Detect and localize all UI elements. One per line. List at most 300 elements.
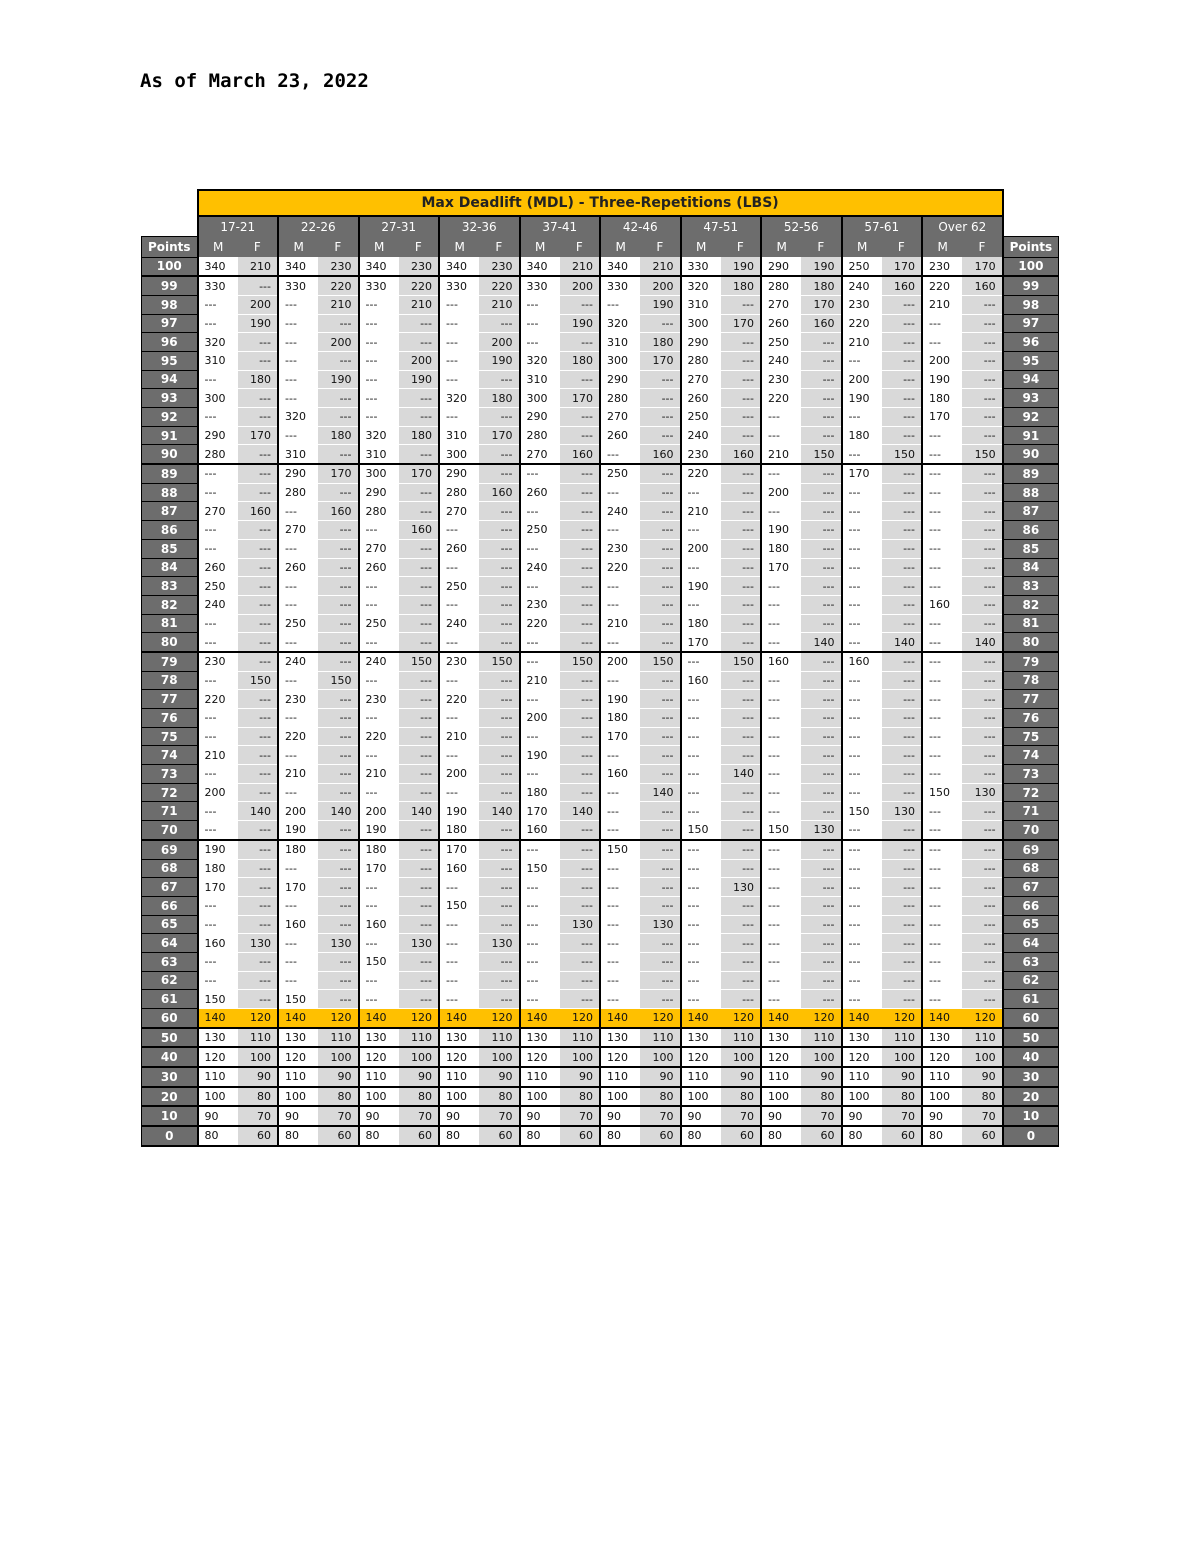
female-value-cell: --- <box>479 990 519 1009</box>
male-value-cell: --- <box>520 502 560 521</box>
male-value-cell: 190 <box>922 370 962 389</box>
female-value-cell: 60 <box>399 1126 439 1146</box>
female-value-cell: --- <box>962 333 1002 352</box>
male-value-cell: 90 <box>278 1106 318 1126</box>
male-value-cell: --- <box>198 821 238 840</box>
female-value-cell: 150 <box>238 671 278 690</box>
female-value-cell: --- <box>882 859 922 878</box>
female-value-cell: --- <box>721 934 761 953</box>
female-value-cell: --- <box>318 408 358 427</box>
points-cell: 94 <box>142 370 198 389</box>
female-value-cell: --- <box>399 821 439 840</box>
female-value-cell: --- <box>640 690 680 709</box>
male-value-cell: 160 <box>439 859 479 878</box>
female-value-cell: 180 <box>640 333 680 352</box>
female-value-cell: --- <box>399 971 439 990</box>
male-value-cell: --- <box>922 746 962 765</box>
female-value-cell: --- <box>318 614 358 633</box>
male-value-cell: 230 <box>278 690 318 709</box>
female-value-cell: --- <box>560 878 600 897</box>
male-value-cell: --- <box>439 915 479 934</box>
female-value-cell: --- <box>801 521 841 540</box>
points-cell: 75 <box>142 727 198 746</box>
age-group-header: 47-51 <box>681 216 762 236</box>
female-value-cell: --- <box>479 464 519 483</box>
female-value-cell: --- <box>721 690 761 709</box>
male-value-cell: --- <box>198 765 238 784</box>
male-value-cell: 220 <box>761 389 801 408</box>
male-value-cell: --- <box>842 502 882 521</box>
male-value-cell: --- <box>520 333 560 352</box>
male-value-cell: --- <box>761 952 801 971</box>
male-value-cell: --- <box>842 990 882 1009</box>
male-value-cell: 280 <box>761 276 801 295</box>
male-value-cell: --- <box>359 577 399 596</box>
female-value-cell: 130 <box>962 783 1002 802</box>
female-value-cell: --- <box>479 878 519 897</box>
female-value-cell: --- <box>801 333 841 352</box>
female-value-cell: --- <box>640 314 680 333</box>
male-value-cell: 220 <box>520 614 560 633</box>
female-value-cell: --- <box>560 859 600 878</box>
male-value-cell: 90 <box>600 1106 640 1126</box>
female-value-cell: --- <box>801 952 841 971</box>
female-value-cell: 80 <box>640 1087 680 1107</box>
female-value-cell: --- <box>962 295 1002 314</box>
male-value-cell: --- <box>922 502 962 521</box>
female-value-cell: --- <box>721 859 761 878</box>
female-value-cell: 210 <box>399 295 439 314</box>
male-value-cell: 280 <box>278 483 318 502</box>
female-value-cell: 120 <box>640 1009 680 1028</box>
female-value-cell: --- <box>962 821 1002 840</box>
female-value-cell: 120 <box>479 1009 519 1028</box>
points-header-right: Points <box>1003 236 1059 257</box>
female-value-cell: --- <box>399 333 439 352</box>
table-row <box>142 990 1059 1009</box>
female-value-cell: --- <box>962 595 1002 614</box>
female-value-cell: --- <box>479 727 519 746</box>
male-value-cell: --- <box>842 971 882 990</box>
female-value-cell: --- <box>721 915 761 934</box>
female-value-cell: --- <box>801 934 841 953</box>
male-value-cell: 210 <box>681 502 721 521</box>
female-value-cell: --- <box>238 859 278 878</box>
male-value-cell: 280 <box>359 502 399 521</box>
points-cell: 91 <box>1003 426 1059 445</box>
male-value-cell: 120 <box>761 1047 801 1067</box>
male-value-cell: 90 <box>761 1106 801 1126</box>
male-value-cell: 300 <box>600 351 640 370</box>
male-value-cell: 200 <box>439 765 479 784</box>
points-cell: 81 <box>1003 614 1059 633</box>
male-value-cell: 230 <box>842 295 882 314</box>
female-value-cell: 70 <box>882 1106 922 1126</box>
male-value-cell: 180 <box>761 539 801 558</box>
points-cell: 62 <box>1003 971 1059 990</box>
male-value-cell: 240 <box>359 652 399 671</box>
male-value-cell: --- <box>278 333 318 352</box>
female-value-cell: --- <box>640 671 680 690</box>
female-value-cell: 100 <box>560 1047 600 1067</box>
female-value-cell: --- <box>399 840 439 859</box>
female-value-cell: --- <box>560 821 600 840</box>
male-value-cell: 90 <box>520 1106 560 1126</box>
male-header: M <box>681 236 721 257</box>
female-value-cell: --- <box>962 652 1002 671</box>
male-value-cell: --- <box>359 351 399 370</box>
male-value-cell: 120 <box>359 1047 399 1067</box>
male-value-cell: --- <box>359 314 399 333</box>
female-value-cell: --- <box>721 709 761 728</box>
female-value-cell: 80 <box>318 1087 358 1107</box>
age-group-header: 27-31 <box>359 216 440 236</box>
male-value-cell: 240 <box>520 558 560 577</box>
female-value-cell: --- <box>962 952 1002 971</box>
male-value-cell: --- <box>681 915 721 934</box>
male-value-cell: --- <box>439 671 479 690</box>
male-value-cell: --- <box>198 314 238 333</box>
male-value-cell: --- <box>520 952 560 971</box>
male-value-cell: 330 <box>439 276 479 295</box>
male-value-cell: --- <box>922 915 962 934</box>
female-value-cell: --- <box>640 558 680 577</box>
male-value-cell: --- <box>520 539 560 558</box>
male-value-cell: 210 <box>842 333 882 352</box>
female-value-cell: 190 <box>640 295 680 314</box>
female-value-cell: --- <box>801 690 841 709</box>
female-value-cell: --- <box>318 971 358 990</box>
male-value-cell: --- <box>520 896 560 915</box>
points-cell: 72 <box>1003 783 1059 802</box>
male-value-cell: --- <box>842 539 882 558</box>
male-value-cell: 130 <box>681 1028 721 1048</box>
points-cell: 83 <box>1003 577 1059 596</box>
male-value-cell: --- <box>198 295 238 314</box>
female-value-cell: --- <box>721 502 761 521</box>
female-value-cell: 230 <box>318 257 358 276</box>
male-header: M <box>842 236 882 257</box>
male-value-cell: --- <box>359 595 399 614</box>
table-row <box>142 276 1059 295</box>
male-value-cell: --- <box>842 351 882 370</box>
male-value-cell: --- <box>761 840 801 859</box>
points-cell: 92 <box>1003 408 1059 427</box>
male-value-cell: --- <box>520 633 560 652</box>
male-value-cell: --- <box>198 521 238 540</box>
female-value-cell: --- <box>640 727 680 746</box>
female-value-cell: 70 <box>238 1106 278 1126</box>
male-value-cell: --- <box>278 314 318 333</box>
female-value-cell: --- <box>882 934 922 953</box>
age-group-header: 57-61 <box>842 216 923 236</box>
male-value-cell: 290 <box>198 426 238 445</box>
table-row <box>142 1106 1059 1126</box>
points-cell: 73 <box>1003 765 1059 784</box>
female-value-cell: --- <box>801 878 841 897</box>
female-value-cell: 100 <box>238 1047 278 1067</box>
table-row <box>142 652 1059 671</box>
male-value-cell: --- <box>842 577 882 596</box>
female-value-cell: 140 <box>882 633 922 652</box>
male-value-cell: 340 <box>278 257 318 276</box>
female-value-cell: 80 <box>479 1087 519 1107</box>
female-value-cell: --- <box>318 727 358 746</box>
table-row <box>142 314 1059 333</box>
female-value-cell: 70 <box>399 1106 439 1126</box>
female-value-cell: --- <box>640 483 680 502</box>
female-value-cell: --- <box>318 896 358 915</box>
male-value-cell: --- <box>922 333 962 352</box>
male-value-cell: 110 <box>198 1067 238 1087</box>
male-value-cell: 230 <box>439 652 479 671</box>
table-row <box>142 502 1059 521</box>
female-value-cell: --- <box>399 539 439 558</box>
points-cell: 50 <box>1003 1028 1059 1048</box>
female-value-cell: --- <box>238 971 278 990</box>
female-value-cell: 100 <box>640 1047 680 1067</box>
male-value-cell: 110 <box>842 1067 882 1087</box>
table-row <box>142 971 1059 990</box>
female-value-cell: --- <box>238 276 278 295</box>
female-value-cell: --- <box>801 502 841 521</box>
points-cell: 84 <box>142 558 198 577</box>
male-value-cell: 260 <box>278 558 318 577</box>
male-value-cell: --- <box>681 765 721 784</box>
female-value-cell: 180 <box>318 426 358 445</box>
male-value-cell: 320 <box>278 408 318 427</box>
female-value-cell: --- <box>560 896 600 915</box>
female-value-cell: --- <box>479 595 519 614</box>
female-value-cell: --- <box>640 709 680 728</box>
female-value-cell: --- <box>640 502 680 521</box>
male-value-cell: 290 <box>681 333 721 352</box>
female-value-cell: --- <box>882 952 922 971</box>
male-value-cell: --- <box>842 765 882 784</box>
male-value-cell: 210 <box>520 671 560 690</box>
female-value-cell: --- <box>721 971 761 990</box>
table-row <box>142 614 1059 633</box>
male-value-cell: --- <box>761 502 801 521</box>
male-value-cell: 120 <box>198 1047 238 1067</box>
female-value-cell: 60 <box>962 1126 1002 1146</box>
female-value-cell: --- <box>962 840 1002 859</box>
female-header: F <box>560 236 600 257</box>
male-value-cell: 130 <box>439 1028 479 1048</box>
female-value-cell: --- <box>801 727 841 746</box>
female-value-cell: --- <box>962 727 1002 746</box>
female-value-cell: --- <box>399 577 439 596</box>
male-value-cell: 100 <box>439 1087 479 1107</box>
male-value-cell: 80 <box>600 1126 640 1146</box>
female-value-cell: --- <box>721 595 761 614</box>
male-value-cell: --- <box>359 521 399 540</box>
female-value-cell: --- <box>479 971 519 990</box>
male-value-cell: 340 <box>520 257 560 276</box>
female-value-cell: --- <box>721 671 761 690</box>
male-value-cell: --- <box>922 821 962 840</box>
female-value-cell: 120 <box>560 1009 600 1028</box>
female-value-cell: 80 <box>962 1087 1002 1107</box>
female-value-cell: --- <box>882 783 922 802</box>
female-value-cell: --- <box>318 652 358 671</box>
male-value-cell: 220 <box>681 464 721 483</box>
table-row <box>142 727 1059 746</box>
male-value-cell: 280 <box>439 483 479 502</box>
female-value-cell: --- <box>399 915 439 934</box>
male-value-cell: 210 <box>439 727 479 746</box>
female-value-cell: 180 <box>479 389 519 408</box>
male-value-cell: --- <box>600 971 640 990</box>
female-value-cell: --- <box>399 614 439 633</box>
female-value-cell: 230 <box>399 257 439 276</box>
female-value-cell: --- <box>801 464 841 483</box>
male-value-cell: 250 <box>198 577 238 596</box>
male-value-cell: 140 <box>439 1009 479 1028</box>
male-value-cell: 190 <box>278 821 318 840</box>
male-value-cell: 140 <box>278 1009 318 1028</box>
female-value-cell: 60 <box>640 1126 680 1146</box>
female-value-cell: --- <box>962 370 1002 389</box>
female-value-cell: 120 <box>318 1009 358 1028</box>
table-row <box>142 783 1059 802</box>
female-value-cell: 130 <box>721 878 761 897</box>
female-value-cell: 70 <box>640 1106 680 1126</box>
male-value-cell: 270 <box>278 521 318 540</box>
female-value-cell: --- <box>238 652 278 671</box>
male-value-cell: 80 <box>842 1126 882 1146</box>
female-value-cell: --- <box>882 840 922 859</box>
male-value-cell: 160 <box>198 934 238 953</box>
male-value-cell: --- <box>600 990 640 1009</box>
table-row <box>142 295 1059 314</box>
female-value-cell: --- <box>640 990 680 1009</box>
female-value-cell: 90 <box>318 1067 358 1087</box>
points-cell: 88 <box>142 483 198 502</box>
female-header: F <box>882 236 922 257</box>
male-value-cell: 100 <box>761 1087 801 1107</box>
female-value-cell: 90 <box>238 1067 278 1087</box>
male-value-cell: --- <box>600 295 640 314</box>
table-row <box>142 709 1059 728</box>
male-value-cell: --- <box>359 878 399 897</box>
points-cell: 76 <box>142 709 198 728</box>
female-value-cell: 150 <box>882 445 922 464</box>
female-value-cell: --- <box>882 577 922 596</box>
female-value-cell: 170 <box>399 464 439 483</box>
male-value-cell: 110 <box>922 1067 962 1087</box>
female-value-cell: --- <box>801 746 841 765</box>
male-value-cell: --- <box>198 915 238 934</box>
table-row <box>142 1126 1059 1146</box>
male-value-cell: --- <box>842 859 882 878</box>
points-cell: 30 <box>1003 1067 1059 1087</box>
male-value-cell: --- <box>600 595 640 614</box>
female-value-cell: --- <box>801 765 841 784</box>
female-value-cell: --- <box>882 351 922 370</box>
female-value-cell: --- <box>640 426 680 445</box>
points-cell: 92 <box>142 408 198 427</box>
male-value-cell: 190 <box>439 802 479 821</box>
points-cell: 76 <box>1003 709 1059 728</box>
male-value-cell: --- <box>761 690 801 709</box>
points-cell: 20 <box>142 1087 198 1107</box>
points-cell: 80 <box>142 633 198 652</box>
male-value-cell: --- <box>359 934 399 953</box>
points-cell: 97 <box>1003 314 1059 333</box>
female-value-cell: 150 <box>399 652 439 671</box>
female-value-cell: --- <box>238 727 278 746</box>
male-value-cell: 210 <box>922 295 962 314</box>
male-value-cell: --- <box>359 746 399 765</box>
female-value-cell: --- <box>560 840 600 859</box>
points-cell: 71 <box>142 802 198 821</box>
male-value-cell: 180 <box>198 859 238 878</box>
male-value-cell: --- <box>922 952 962 971</box>
female-value-cell: 180 <box>560 351 600 370</box>
female-value-cell: --- <box>640 971 680 990</box>
male-value-cell: --- <box>439 595 479 614</box>
male-value-cell: --- <box>761 783 801 802</box>
male-value-cell: 150 <box>681 821 721 840</box>
female-value-cell: --- <box>479 614 519 633</box>
points-cell: 0 <box>1003 1126 1059 1146</box>
female-value-cell: 140 <box>479 802 519 821</box>
male-value-cell: --- <box>520 727 560 746</box>
table-row <box>142 878 1059 897</box>
female-value-cell: --- <box>882 896 922 915</box>
female-value-cell: 200 <box>399 351 439 370</box>
female-value-cell: --- <box>560 690 600 709</box>
male-value-cell: 80 <box>359 1126 399 1146</box>
female-value-cell: --- <box>721 521 761 540</box>
male-value-cell: 240 <box>681 426 721 445</box>
female-value-cell: 170 <box>479 426 519 445</box>
male-value-cell: --- <box>842 746 882 765</box>
male-value-cell: 260 <box>198 558 238 577</box>
male-value-cell: 260 <box>359 558 399 577</box>
female-value-cell: --- <box>962 746 1002 765</box>
male-value-cell: 250 <box>520 521 560 540</box>
male-value-cell: --- <box>922 840 962 859</box>
points-cell: 60 <box>142 1009 198 1028</box>
male-value-cell: 130 <box>520 1028 560 1048</box>
points-cell: 93 <box>1003 389 1059 408</box>
female-value-cell: --- <box>238 483 278 502</box>
table-row <box>142 934 1059 953</box>
female-value-cell: --- <box>882 333 922 352</box>
male-value-cell: --- <box>842 915 882 934</box>
female-value-cell: --- <box>882 878 922 897</box>
male-value-cell: 140 <box>198 1009 238 1028</box>
male-value-cell: --- <box>600 934 640 953</box>
male-value-cell: 190 <box>520 746 560 765</box>
male-value-cell: 270 <box>600 408 640 427</box>
table-row <box>142 577 1059 596</box>
female-value-cell: --- <box>962 915 1002 934</box>
female-value-cell: --- <box>801 351 841 370</box>
points-cell: 70 <box>1003 821 1059 840</box>
female-value-cell: --- <box>399 314 439 333</box>
female-value-cell: --- <box>479 746 519 765</box>
female-value-cell: --- <box>318 389 358 408</box>
male-value-cell: --- <box>842 952 882 971</box>
male-value-cell: --- <box>681 878 721 897</box>
female-value-cell: --- <box>318 878 358 897</box>
female-value-cell: --- <box>560 671 600 690</box>
female-value-cell: --- <box>479 821 519 840</box>
male-value-cell: --- <box>842 690 882 709</box>
